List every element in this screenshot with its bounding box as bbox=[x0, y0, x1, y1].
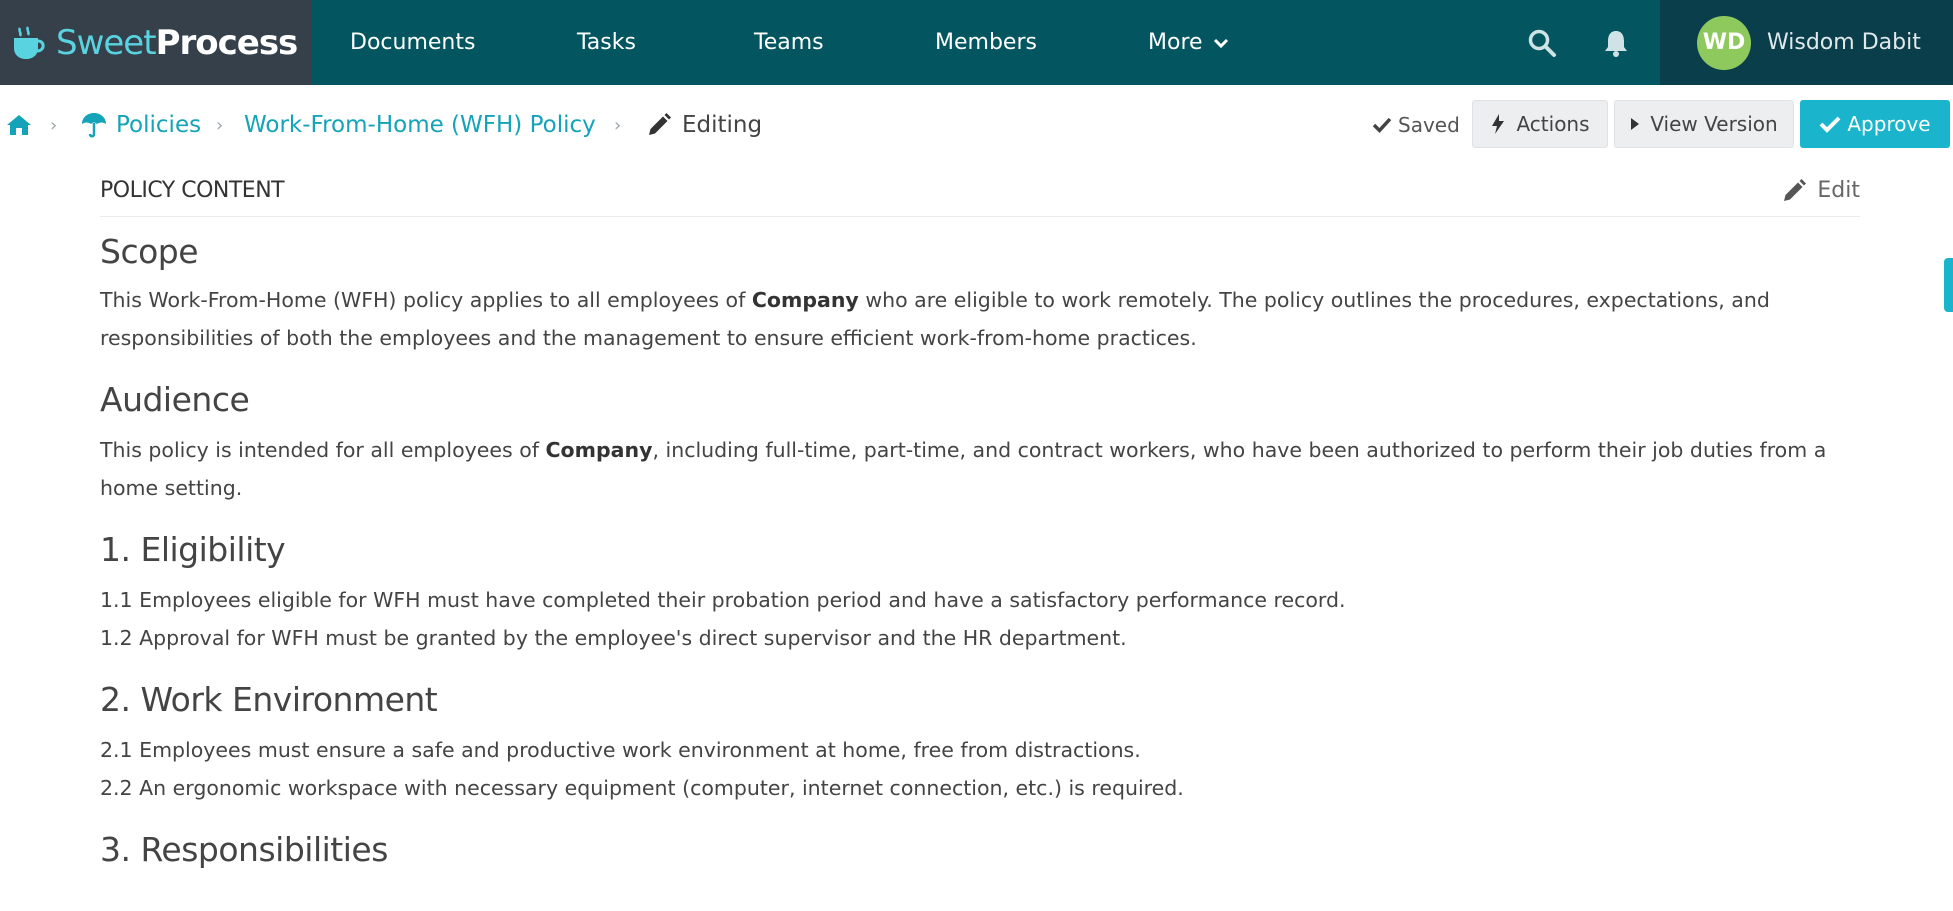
pencil-icon bbox=[646, 112, 672, 138]
nav-teams-label: Teams bbox=[754, 30, 824, 55]
side-panel-handle[interactable] bbox=[1944, 258, 1953, 312]
breadcrumb-current bbox=[646, 85, 762, 165]
brand-sweet: Sweet bbox=[56, 22, 156, 63]
nav-teams[interactable] bbox=[754, 0, 824, 85]
eligibility-line-1: 1.1 Employees eligible for WFH must have completed their probation period and have a satisfactory performance record. bbox=[100, 588, 1346, 612]
view-version-button[interactable] bbox=[1614, 100, 1794, 148]
company-name: Company bbox=[545, 438, 653, 462]
policy-content bbox=[100, 165, 1860, 875]
avatar bbox=[1697, 16, 1751, 70]
audience-text-part: This policy is intended for all employees of bbox=[100, 438, 546, 462]
nav-documents-label: Documents bbox=[350, 30, 476, 55]
company-name: Company bbox=[751, 288, 859, 312]
audience-text-part: , including full-time, part-time, and contract workers, who have been authorized to perform their job duties from a home setting. bbox=[100, 438, 1827, 500]
audience-text bbox=[100, 431, 1860, 507]
nav-more[interactable] bbox=[1148, 0, 1229, 85]
responsibilities-heading: 3. Responsibilities bbox=[100, 830, 388, 869]
home-icon bbox=[6, 113, 32, 137]
actions-button[interactable] bbox=[1472, 100, 1608, 148]
user-name: Wisdom Dabit bbox=[1767, 30, 1921, 55]
section-title: POLICY CONTENT bbox=[100, 178, 285, 203]
logo[interactable] bbox=[0, 0, 311, 85]
approve-label: Approve bbox=[1847, 112, 1931, 136]
scope-text-part: who are eligible to work remotely. The policy outlines the procedures, expectations, and responsibilities of both the employees and the management to ensure efficient work-from-home practices. bbox=[100, 288, 1770, 350]
top-navbar bbox=[0, 0, 1953, 85]
audience-heading: Audience bbox=[100, 380, 250, 419]
edit-button[interactable] bbox=[1781, 178, 1860, 204]
environment-heading: 2. Work Environment bbox=[100, 680, 438, 719]
bell-icon bbox=[1602, 28, 1630, 58]
nav-members-label: Members bbox=[935, 30, 1037, 55]
pencil-icon bbox=[1781, 178, 1807, 204]
umbrella-icon bbox=[80, 112, 108, 138]
play-icon bbox=[1630, 117, 1640, 131]
breadcrumb-current-label: Editing bbox=[682, 112, 763, 138]
breadcrumb-policy[interactable] bbox=[244, 85, 596, 165]
check-icon bbox=[1819, 115, 1841, 133]
breadcrumb-separator: › bbox=[614, 114, 622, 136]
user-menu[interactable] bbox=[1660, 0, 1953, 85]
actions-label: Actions bbox=[1516, 112, 1590, 136]
nav-more-label: More bbox=[1148, 30, 1203, 55]
breadcrumb-policy-label: Work-From-Home (WFH) Policy bbox=[244, 112, 596, 138]
brand-process: Process bbox=[155, 22, 298, 63]
lightning-icon bbox=[1490, 113, 1506, 135]
breadcrumb-separator: › bbox=[50, 114, 58, 136]
scope-text bbox=[100, 281, 1860, 357]
approve-button[interactable] bbox=[1800, 100, 1950, 148]
avatar-initials: WD bbox=[1702, 30, 1746, 55]
nav-documents[interactable] bbox=[350, 0, 475, 85]
saved-status bbox=[1372, 85, 1460, 165]
nav-tasks-label: Tasks bbox=[577, 30, 636, 55]
breadcrumb-home[interactable] bbox=[6, 85, 32, 165]
tea-cup-icon bbox=[8, 22, 50, 64]
policy-content-header bbox=[100, 165, 1860, 217]
nav-members[interactable] bbox=[935, 0, 1037, 85]
breadcrumb-policies[interactable] bbox=[80, 85, 201, 165]
edit-label: Edit bbox=[1817, 178, 1860, 203]
chevron-down-icon bbox=[1213, 37, 1229, 49]
saved-label: Saved bbox=[1398, 113, 1460, 137]
search-icon bbox=[1527, 28, 1557, 58]
check-icon bbox=[1372, 116, 1392, 134]
notifications-button[interactable] bbox=[1596, 0, 1636, 85]
brand-name bbox=[56, 23, 297, 63]
environment-line-1: 2.1 Employees must ensure a safe and productive work environment at home, free from distractions. bbox=[100, 738, 1141, 762]
environment-line-2: 2.2 An ergonomic workspace with necessary equipment (computer, internet connection, etc.) is required. bbox=[100, 776, 1184, 800]
eligibility-line-2: 1.2 Approval for WFH must be granted by the employee's direct supervisor and the HR department. bbox=[100, 626, 1127, 650]
nav-tasks[interactable] bbox=[577, 0, 636, 85]
scope-heading: Scope bbox=[100, 232, 199, 271]
breadcrumb-separator: › bbox=[216, 114, 224, 136]
view-version-label: View Version bbox=[1650, 112, 1778, 136]
eligibility-heading: 1. Eligibility bbox=[100, 530, 286, 569]
scope-text-part: This Work-From-Home (WFH) policy applies to all employees of bbox=[100, 288, 752, 312]
breadcrumb-policies-label: Policies bbox=[116, 112, 202, 138]
search-button[interactable] bbox=[1522, 0, 1562, 85]
